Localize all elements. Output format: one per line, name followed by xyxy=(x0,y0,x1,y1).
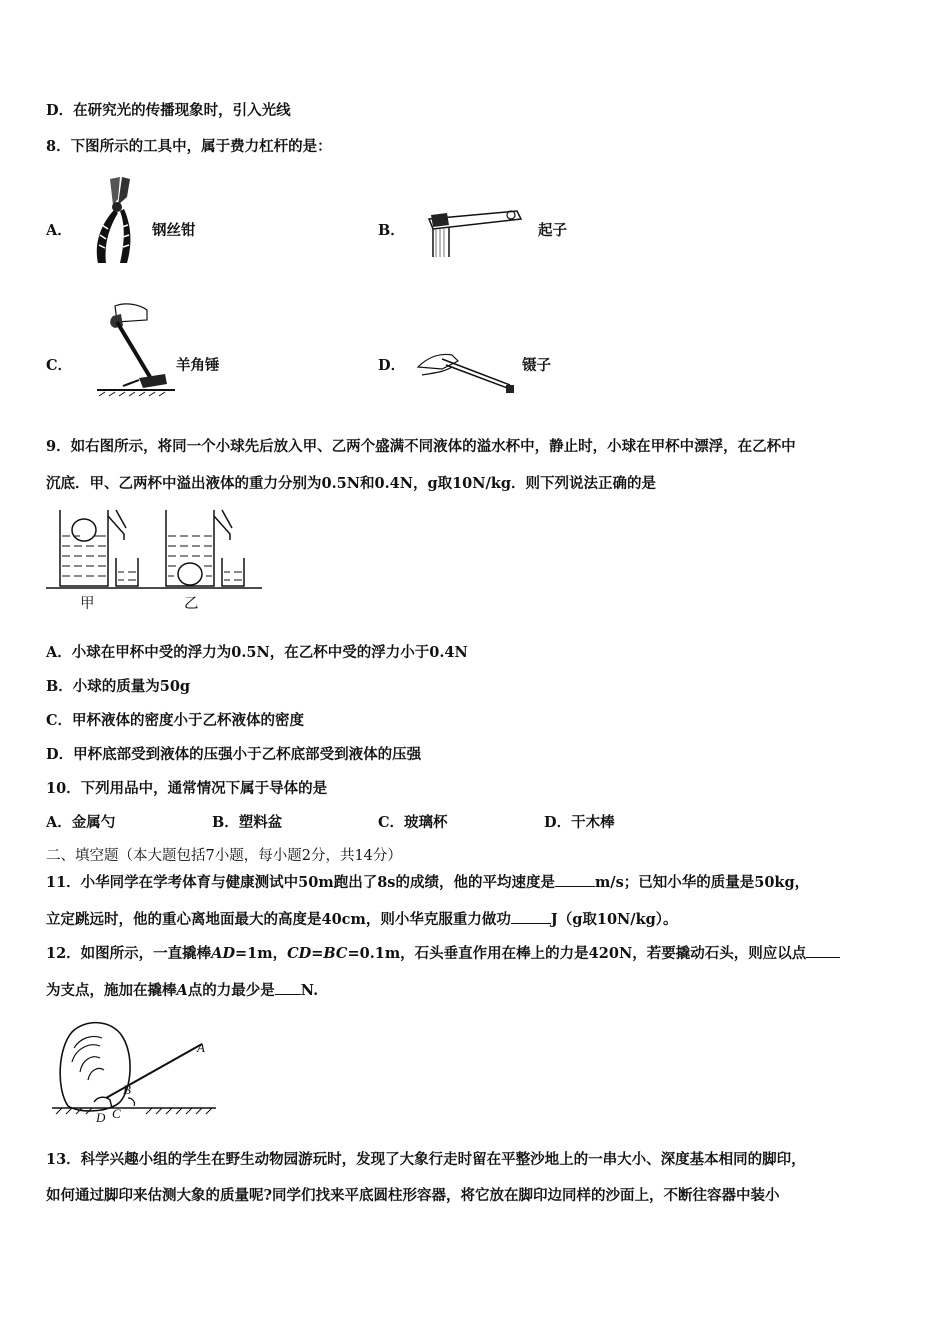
q8-option-d-label: 镊子 xyxy=(522,357,551,374)
q12-part2: =0.1m，石头垂直作用在棒上的力是420N，若要撬动石头，则应以点 xyxy=(347,945,807,962)
q7-option-d: D．在研究光的传播现象时，引入光线 xyxy=(46,102,291,119)
q9-stem-line1: 9．如右图所示，将同一个小球先后放入甲、乙两个盛满不同液体的溢水杯中，静止时，小球在甲杯中漂浮，在乙杯中 xyxy=(46,438,796,455)
q9-option-b: B．小球的质量为50g xyxy=(46,678,191,695)
q10-option-d: D．干木棒 xyxy=(544,814,615,831)
q8-option-b-letter: B． xyxy=(378,222,405,239)
claw-hammer-illustration xyxy=(95,302,175,400)
label-b: B xyxy=(123,1082,131,1097)
q12-line1 xyxy=(46,943,840,964)
q10-option-b: B．塑料盆 xyxy=(212,814,283,831)
q12-a: A xyxy=(176,982,188,999)
q8-option-a-letter: A． xyxy=(46,222,72,239)
q9-stem-line2: 沉底．甲、乙两杯中溢出液体的重力分别为0.5N和0.4N，g取10N/kg．则下列说法正确的是 xyxy=(46,475,657,492)
q8-option-c-label: 羊角锤 xyxy=(176,357,220,374)
q11-line2 xyxy=(46,909,678,930)
cup-jia-label: 甲 xyxy=(80,596,95,612)
q12-eq1: =1m， xyxy=(235,945,288,962)
crowbar-rock-diagram xyxy=(50,1018,220,1128)
cup-yi-label: 乙 xyxy=(184,596,199,612)
q12-cd: CD xyxy=(287,945,312,962)
q8-option-a-label: 钢丝钳 xyxy=(152,222,196,239)
q11-part4: J（g取10N/kg）。 xyxy=(550,911,678,928)
q8-option-b-label: 起子 xyxy=(538,222,567,239)
q8-stem: 8．下图所示的工具中，属于费力杠杆的是： xyxy=(46,138,332,155)
q11-line1 xyxy=(46,872,809,893)
q12-eq2: = xyxy=(311,945,324,962)
q8-option-d-letter: D． xyxy=(378,357,406,374)
q9-option-a: A．小球在甲杯中受的浮力为0.5N，在乙杯中受的浮力小于0.4N xyxy=(46,644,468,661)
q11-blank-speed[interactable] xyxy=(555,872,595,887)
q12-part5: N. xyxy=(300,982,319,999)
q12-blank-force[interactable] xyxy=(275,980,301,995)
q9-option-c: C．甲杯液体的密度小于乙杯液体的密度 xyxy=(46,712,305,729)
q12-line2 xyxy=(46,980,318,1001)
q10-option-a: A．金属勺 xyxy=(46,814,116,831)
label-c: C xyxy=(112,1106,121,1121)
q11-part1: 11．小华同学在学考体育与健康测试中50m跑出了8s的成绩，他的平均速度是 xyxy=(46,874,555,891)
label-d: D xyxy=(96,1110,106,1125)
q12-blank-pivot[interactable] xyxy=(806,943,840,958)
q9-option-d: D．甲杯底部受到液体的压强小于乙杯底部受到液体的压强 xyxy=(46,746,422,763)
overflow-cups-diagram xyxy=(46,508,266,593)
pliers-illustration xyxy=(80,175,140,267)
q8-option-c-letter: C． xyxy=(46,357,73,374)
q10-option-c: C．玻璃杯 xyxy=(378,814,448,831)
section-2-title: 二、填空题（本大题包括7小题，每小题2分，共14分） xyxy=(46,848,402,864)
q12-part3: 为支点，施加在撬棒 xyxy=(46,982,177,999)
tweezers-illustration xyxy=(412,345,522,397)
q11-part2: m/s；已知小华的质量是50kg， xyxy=(594,874,810,891)
bottle-opener-illustration xyxy=(425,205,525,257)
q13-line2: 如何通过脚印来估测大象的质量呢?同学们找来平底圆柱形容器，将它放在脚印边同样的沙面上，不断往容器中装小 xyxy=(46,1187,780,1204)
q11-part3: 立定跳远时，他的重心离地面最大的高度是40cm，则小华克服重力做功 xyxy=(46,911,511,928)
q10-stem: 10．下列用品中，通常情况下属于导体的是 xyxy=(46,780,328,797)
q11-blank-work[interactable] xyxy=(511,909,551,924)
q13-line1: 13．科学兴趣小组的学生在野生动物园游玩时，发现了大象行走时留在平整沙地上的一串大小、深度基本相同的脚印， xyxy=(46,1151,806,1168)
q12-ad: AD xyxy=(211,945,236,962)
label-a: A xyxy=(197,1040,205,1055)
q12-part4: 点的力最少是 xyxy=(187,982,275,999)
q12-bc: BC xyxy=(323,945,348,962)
q12-part1: 12．如图所示，一直撬棒 xyxy=(46,945,212,962)
